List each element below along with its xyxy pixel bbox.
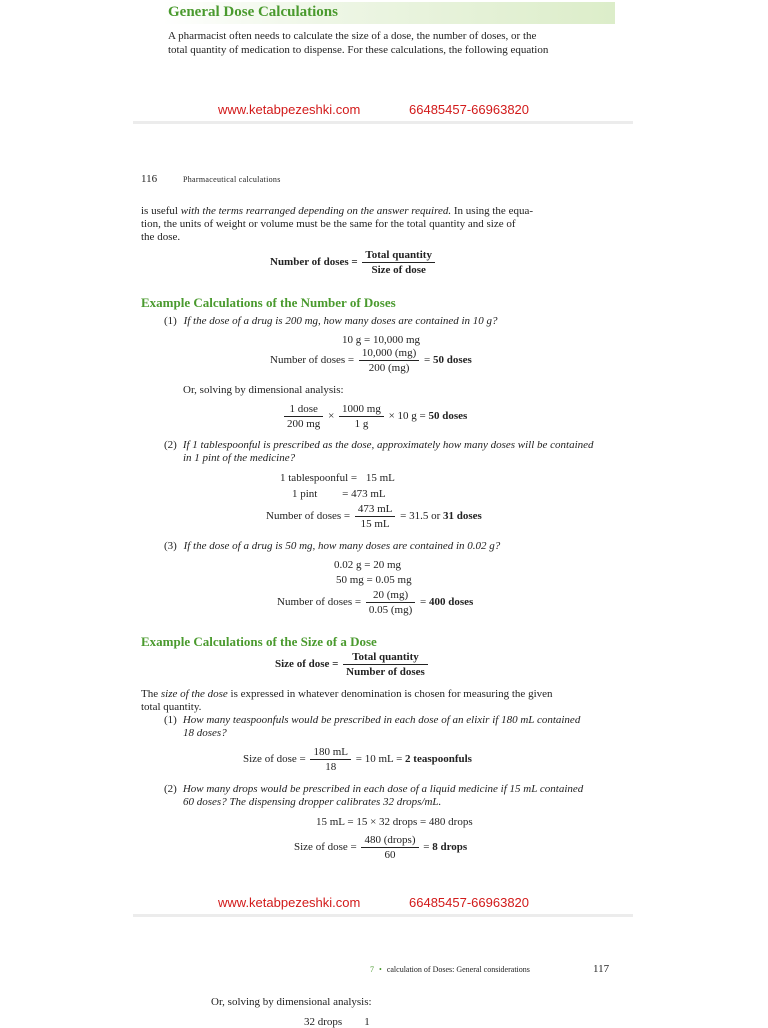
question (164, 783, 583, 809)
equation-rhs: = 31.5 or (400, 510, 444, 523)
equation-answer: 31 doses (443, 510, 482, 523)
question-text: If the dose of a drug is 50 mg, how many doses are contained in 0.02 g? (183, 540, 501, 552)
equation-line (292, 488, 386, 500)
question-line (164, 714, 580, 727)
fraction-denominator: Size of dose (371, 264, 426, 276)
equation-rhs: = 10 mL = (355, 753, 406, 766)
paragraph-line: total quantity of medication to dispense. For these calculations, the following equation (168, 44, 549, 56)
equation-rhs: = (420, 596, 429, 609)
fraction-numerator: 473 mL (355, 503, 396, 517)
page-number: 117 (593, 963, 610, 975)
question-line: 60 doses? The dispensing dropper calibrates 32 drops/mL. (183, 796, 442, 808)
running-head: calculation of Doses: General considerations (386, 965, 530, 974)
question-line (164, 439, 594, 452)
question (164, 540, 500, 553)
question-number: (3) (164, 540, 177, 552)
section-heading: Example Calculations of the Size of a Dose (141, 634, 377, 649)
size-line (141, 688, 591, 701)
intro-emphasis: with the terms rearranged depending on the answer required. (180, 205, 452, 217)
intro-text: is useful (141, 205, 181, 217)
equation-number-of-doses (270, 249, 437, 276)
equation-rhs: = (424, 354, 433, 367)
equation-rhs: = (423, 841, 433, 854)
question-line (164, 783, 583, 796)
equation-lhs: 1 pint (292, 488, 318, 500)
page-divider (133, 914, 633, 917)
fraction-numerator: 20 (mg) (366, 589, 415, 603)
times-sign: × (328, 410, 335, 423)
equation-rhs: × 10 g = (388, 410, 429, 423)
size-text: is expressed in whatever denomination is chosen for measuring the given (227, 688, 553, 700)
fraction (284, 403, 323, 430)
fraction-denominator: 60 (384, 849, 396, 861)
fraction-numerator: 480 (drops) (361, 834, 418, 848)
fraction (310, 746, 351, 773)
fraction-numerator: 1 dose (284, 403, 323, 417)
equation-lhs: Size of dose = (275, 658, 339, 671)
fraction (355, 503, 396, 530)
equation-line: 50 mg = 0.05 mg (336, 574, 412, 586)
partial-equation: 32 drops 1 (304, 1016, 370, 1028)
question-text: If 1 tablespoonful is prescribed as the dose, approximately how many doses will be contained (182, 439, 594, 451)
equation-fraction-line (266, 503, 482, 530)
chapter-number: 7 (370, 965, 374, 974)
fraction (362, 249, 435, 276)
fraction-denominator: 18 (325, 761, 337, 773)
fraction (359, 347, 419, 374)
fraction-denominator: 200 (mg) (368, 362, 410, 374)
equation-answer: 2 teaspoonfuls (405, 753, 472, 766)
fraction (343, 651, 428, 678)
paragraph-line: A pharmacist often needs to calculate the size of a dose, the number of doses, or the (168, 30, 537, 42)
page-divider (133, 121, 633, 124)
equation-line: 10 g = 10,000 mg (342, 334, 421, 346)
website-link[interactable]: www.ketabpezeshki.com (218, 895, 361, 910)
equation-answer: 50 doses (428, 410, 468, 423)
fraction-denominator: 200 mg (287, 418, 321, 430)
fraction-numerator: Total quantity (362, 249, 435, 263)
question (164, 714, 580, 740)
fraction (339, 403, 384, 430)
question-line: 18 doses? (183, 727, 227, 739)
equation-fraction-line (243, 746, 472, 773)
equation-line: 0.02 g = 20 mg (334, 559, 402, 571)
dimensional-analysis-label: Or, solving by dimensional analysis: (211, 996, 372, 1008)
size-text: The (141, 688, 161, 700)
fraction-denominator: 15 mL (360, 518, 390, 530)
section-heading: Example Calculations of the Number of Doses (141, 295, 396, 310)
question (164, 439, 594, 465)
fraction (366, 589, 415, 616)
equation-lhs: 1 tablespoonful = (280, 472, 358, 484)
intro-text: In using the equa- (451, 205, 533, 217)
equation-answer: 50 doses (432, 354, 472, 367)
equation-lhs: Size of dose = (294, 841, 357, 854)
size-line: total quantity. (141, 701, 202, 713)
dimensional-analysis-equation (282, 403, 467, 430)
equation-answer: 8 drops (432, 841, 468, 854)
fraction-denominator: 1 g (354, 418, 369, 430)
running-head: Pharmaceutical calculations (183, 175, 281, 184)
bullet: • (379, 965, 382, 974)
question-text: How many drops would be prescribed in each dose of a liquid medicine if 15 mL contained (182, 783, 584, 795)
question-text: How many teaspoonfuls would be prescribed in each dose of an elixir if 180 mL contained (182, 714, 581, 726)
intro-line: the dose. (141, 231, 181, 243)
question-number: (2) (164, 783, 177, 795)
equation-line (280, 472, 395, 484)
equation-size-of-dose (275, 651, 430, 678)
equation-rhs: = 473 mL (342, 488, 386, 500)
fraction-numerator: 1000 mg (339, 403, 384, 417)
fraction-numerator: 180 mL (310, 746, 351, 760)
equation-rhs: 15 mL (365, 472, 395, 484)
equation-fraction-line (277, 589, 473, 616)
fraction-denominator: Number of doses (346, 666, 425, 678)
equation-answer: 400 doses (428, 596, 474, 609)
equation-fraction-line (294, 834, 467, 861)
fraction (361, 834, 418, 861)
equation-lhs: Number of doses = (270, 256, 358, 269)
question-number: (2) (164, 439, 177, 451)
equation-line: 15 mL = 15 × 32 drops = 480 drops (316, 816, 473, 828)
size-emphasis: size of the dose (160, 688, 228, 700)
page-number: 116 (141, 173, 158, 185)
intro-line: tion, the units of weight or volume must be the same for the total quantity and size of (141, 218, 516, 230)
question-number: (1) (164, 714, 177, 726)
equation-lhs: Number of doses = (277, 596, 362, 609)
equation-fraction-line (270, 347, 472, 374)
question-line: in 1 pint of the medicine? (183, 452, 296, 464)
website-link[interactable]: www.ketabpezeshki.com (218, 102, 361, 117)
equation-lhs: Size of dose = (243, 753, 306, 766)
question-number: (1) (164, 315, 177, 327)
fraction-numerator: Total quantity (343, 651, 428, 665)
question (164, 315, 498, 328)
intro-line (141, 205, 591, 218)
fraction-numerator: 10,000 (mg) (359, 347, 419, 361)
running-head-right (370, 965, 530, 974)
section-heading: General Dose Calculations (168, 4, 338, 20)
question-text: If the dose of a drug is 200 mg, how many doses are contained in 10 g? (183, 315, 498, 327)
dimensional-analysis-label: Or, solving by dimensional analysis: (183, 384, 344, 396)
phone-number: 66485457-66963820 (409, 895, 530, 910)
phone-number: 66485457-66963820 (409, 102, 530, 117)
equation-lhs: Number of doses = (270, 354, 355, 367)
fraction-denominator: 0.05 (mg) (368, 604, 413, 616)
size-paragraph (141, 688, 591, 714)
intro-paragraph (141, 205, 591, 244)
equation-lhs: Number of doses = (266, 510, 351, 523)
